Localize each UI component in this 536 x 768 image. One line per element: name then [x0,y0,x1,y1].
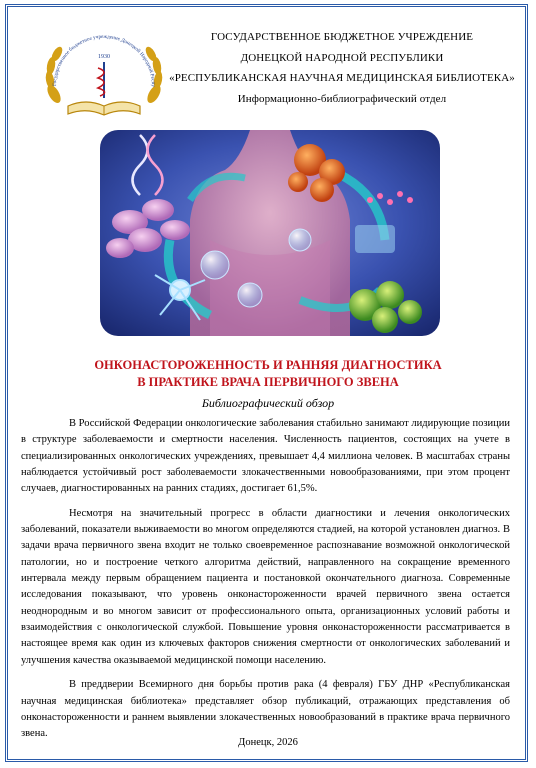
title-line-1: ОНКОНАСТОРОЖЕННОСТЬ И РАННЯЯ ДИАГНОСТИКА [94,358,442,372]
paragraph-1: В Российской Федерации онкологические заболевания стабильно занимают лидирующие позиции в структуре заболеваемости и смертности населения. Численность пациентов, состоящих на учете в специализированных онкологических учреждениях, превышает 4,4 миллиона человек. В масштабах страны наблюдается устойчивый рост заболеваемости злокачественными новообразованиями, при этом процент случаев, диагностированных на ранних стадиях, достигает 61,5%. [21,418,510,495]
document-subtitle: Библиографический обзор [201,396,335,410]
svg-text:1930: 1930 [98,54,110,60]
medical-illustration [100,130,440,336]
svg-text:Государственное бюджетное учре: Государственное бюджетное учреждение Донецкой Народной Респу [51,33,157,87]
paragraph-2: Несмотря на значительный прогресс в области диагностики и лечения онкологических заболеваний, показатели выживаемости во многом определяются стадией, на которой установлен диагноз. В задачи врача первичного звена входит не только своевременное распознавание возможной онкологической патологии, но и построение четкого алгоритма действий, направленного на сокращение временного интервала между первым обращением пациента и постановкой окончательного диагноза. Современные исследования показывают, что уровень онконастороженности врачей первичного звена остается неоднородным и во многом зависит от профессионального опыта, организационных условий работы и взаимодействия с онкологической службой. Повышение уровня онконастороженности рассматривается в настоящее время как один из ключевых факторов снижения смертности от онкологических заболеваний и улучшения качества оказываемой медицинской помощи населению. [21,507,510,666]
title-line-2: В ПРАКТИКЕ ВРАЧА ПЕРВИЧНОГО ЗВЕНА [137,375,399,389]
library-logo [34,24,174,124]
header-line-2: ДОНЕЦКОЙ НАРОДНОЙ РЕСПУБЛИКИ [240,51,444,64]
human-body-cells-illustration-icon [100,130,440,336]
header-line-4: Информационно-библиографический отдел [237,92,447,105]
place-and-year: Донецк, 2026 [238,737,298,748]
paragraph-3: В преддверии Всемирного дня борьбы против рака (4 февраля) ГБУ ДНР «Республиканская научная медицинская библиотека» представляет обзор публикаций, отражающих представления об онконастороженности и раннем выявлении злокачественных новообразований в практике врача первичного звена. [21,679,510,740]
institution-header [166,27,518,109]
document-body [21,416,510,751]
header-line-1: ГОСУДАРСТВЕННОЕ БЮДЖЕТНОЕ УЧРЕЖДЕНИЕ [210,31,474,43]
header-line-3: «РЕСПУБЛИКАНСКАЯ НАУЧНАЯ МЕДИЦИНСКАЯ БИБЛИОТЕКА» [169,72,515,84]
document-title [20,357,516,391]
